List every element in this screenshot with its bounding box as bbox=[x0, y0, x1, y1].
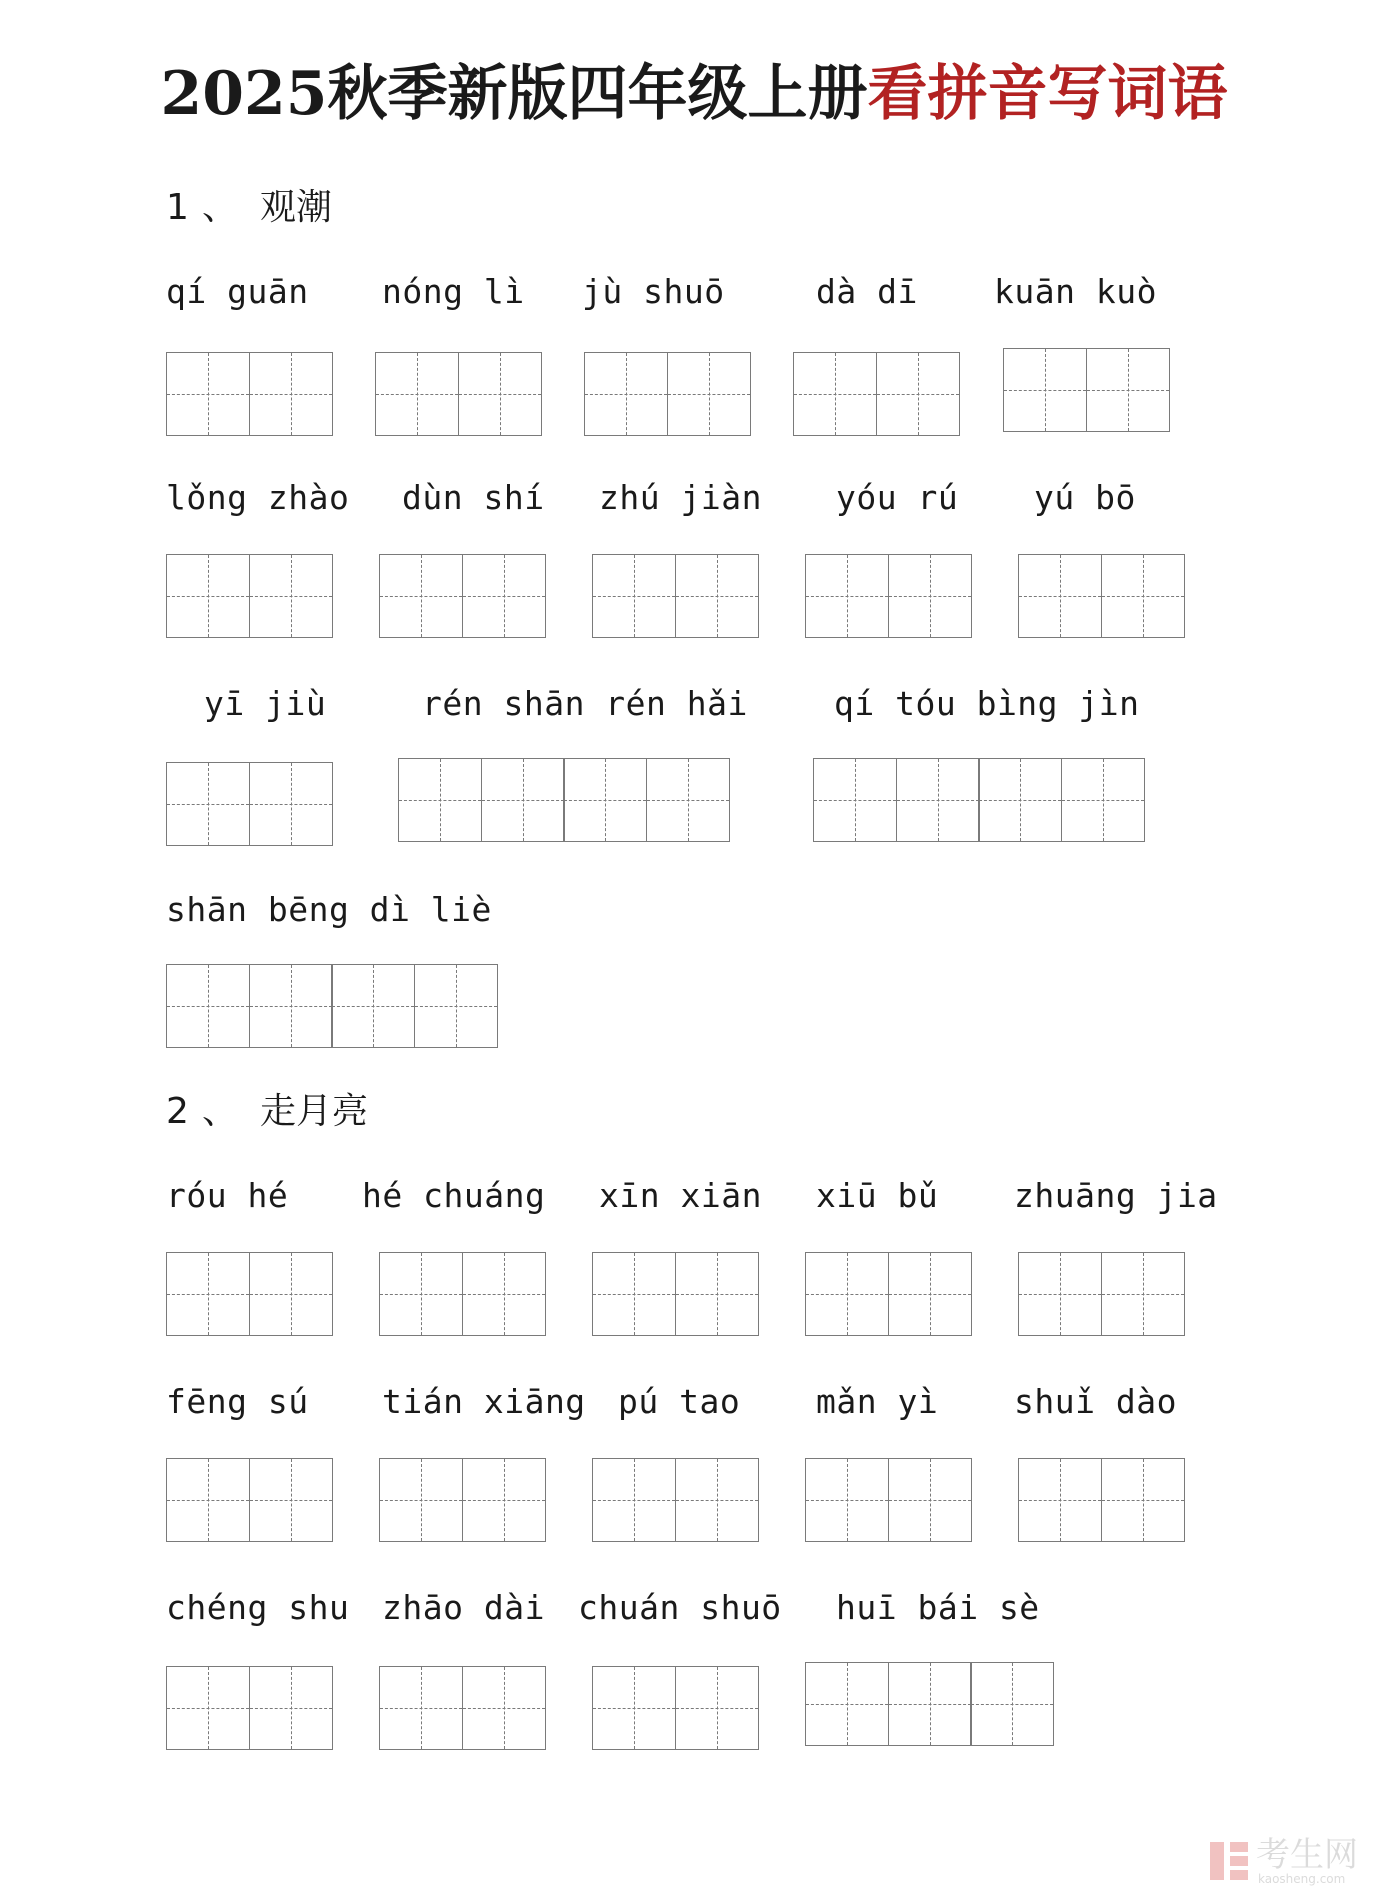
pinyin-label: lǒng zhào bbox=[166, 478, 350, 517]
writing-grid[interactable] bbox=[166, 352, 333, 436]
writing-grid[interactable] bbox=[379, 1666, 546, 1750]
writing-grid[interactable] bbox=[592, 1666, 759, 1750]
pinyin-label: qí guān bbox=[166, 272, 309, 311]
pinyin-label: xīn xiān bbox=[599, 1176, 762, 1215]
watermark-text: 考生网 bbox=[1256, 1835, 1358, 1875]
writing-grid[interactable] bbox=[813, 758, 1145, 842]
writing-grid[interactable] bbox=[1018, 554, 1185, 638]
writing-grid[interactable] bbox=[166, 964, 498, 1048]
pinyin-label: yóu rú bbox=[836, 478, 959, 517]
pinyin-label: chéng shu bbox=[166, 1588, 350, 1627]
writing-grid[interactable] bbox=[1018, 1458, 1185, 1542]
writing-grid[interactable] bbox=[166, 1252, 333, 1336]
writing-grid[interactable] bbox=[166, 554, 333, 638]
pinyin-label: shān bēng dì liè bbox=[166, 890, 492, 929]
pinyin-label: qí tóu bìng jìn bbox=[834, 684, 1140, 723]
pinyin-label: dùn shí bbox=[402, 478, 545, 517]
section-title: 观潮 bbox=[260, 187, 333, 228]
pinyin-label: rén shān rén hǎi bbox=[422, 684, 748, 723]
section-separator: 、 bbox=[202, 187, 239, 228]
pinyin-label: róu hé bbox=[166, 1176, 289, 1215]
page-title bbox=[0, 58, 1388, 130]
writing-grid[interactable] bbox=[166, 1458, 333, 1542]
pinyin-label: yú bō bbox=[1034, 478, 1136, 517]
pinyin-label: zhuāng jia bbox=[1014, 1176, 1218, 1215]
pinyin-label: zhú jiàn bbox=[599, 478, 762, 517]
section-title: 走月亮 bbox=[260, 1091, 369, 1132]
writing-grid[interactable] bbox=[805, 1252, 972, 1336]
writing-grid[interactable] bbox=[166, 1666, 333, 1750]
section-heading bbox=[166, 186, 332, 230]
pinyin-label: dà dī bbox=[816, 272, 918, 311]
pinyin-label: tián xiāng bbox=[382, 1382, 586, 1421]
pinyin-label: pú tao bbox=[618, 1382, 741, 1421]
kaosheng-logo-icon bbox=[1208, 1838, 1250, 1884]
writing-grid[interactable] bbox=[805, 1458, 972, 1542]
writing-grid[interactable] bbox=[379, 1458, 546, 1542]
pinyin-label: fēng sú bbox=[166, 1382, 309, 1421]
writing-grid[interactable] bbox=[1018, 1252, 1185, 1336]
title-main: 2025秋季新版四年级上册 bbox=[160, 59, 868, 129]
writing-grid[interactable] bbox=[793, 352, 960, 436]
writing-grid[interactable] bbox=[584, 352, 751, 436]
watermark bbox=[1208, 1836, 1380, 1888]
writing-grid[interactable] bbox=[375, 352, 542, 436]
pinyin-label: kuān kuò bbox=[994, 272, 1157, 311]
watermark-subtext: kaosheng.com bbox=[1258, 1872, 1346, 1886]
writing-grid[interactable] bbox=[1003, 348, 1170, 432]
section-number: 2 bbox=[166, 1091, 189, 1132]
pinyin-label: mǎn yì bbox=[816, 1382, 939, 1421]
pinyin-label: xiū bǔ bbox=[816, 1176, 939, 1215]
pinyin-label: zhāo dài bbox=[382, 1588, 545, 1627]
pinyin-label: yī jiù bbox=[204, 684, 327, 723]
pinyin-label: hé chuáng bbox=[362, 1176, 546, 1215]
writing-grid[interactable] bbox=[379, 1252, 546, 1336]
writing-grid[interactable] bbox=[592, 1458, 759, 1542]
writing-grid[interactable] bbox=[805, 1662, 1054, 1746]
writing-grid[interactable] bbox=[805, 554, 972, 638]
pinyin-label: jù shuō bbox=[582, 272, 725, 311]
writing-grid[interactable] bbox=[398, 758, 730, 842]
section-number: 1 bbox=[166, 187, 189, 228]
writing-grid[interactable] bbox=[592, 1252, 759, 1336]
pinyin-label: shuǐ dào bbox=[1014, 1382, 1177, 1421]
pinyin-label: chuán shuō bbox=[578, 1588, 782, 1627]
section-separator: 、 bbox=[202, 1091, 239, 1132]
writing-grid[interactable] bbox=[592, 554, 759, 638]
pinyin-label: nóng lì bbox=[382, 272, 525, 311]
writing-grid[interactable] bbox=[166, 762, 333, 846]
pinyin-label: huī bái sè bbox=[836, 1588, 1040, 1627]
title-accent: 看拼音写词语 bbox=[867, 59, 1228, 129]
section-heading bbox=[166, 1090, 368, 1134]
writing-grid[interactable] bbox=[379, 554, 546, 638]
